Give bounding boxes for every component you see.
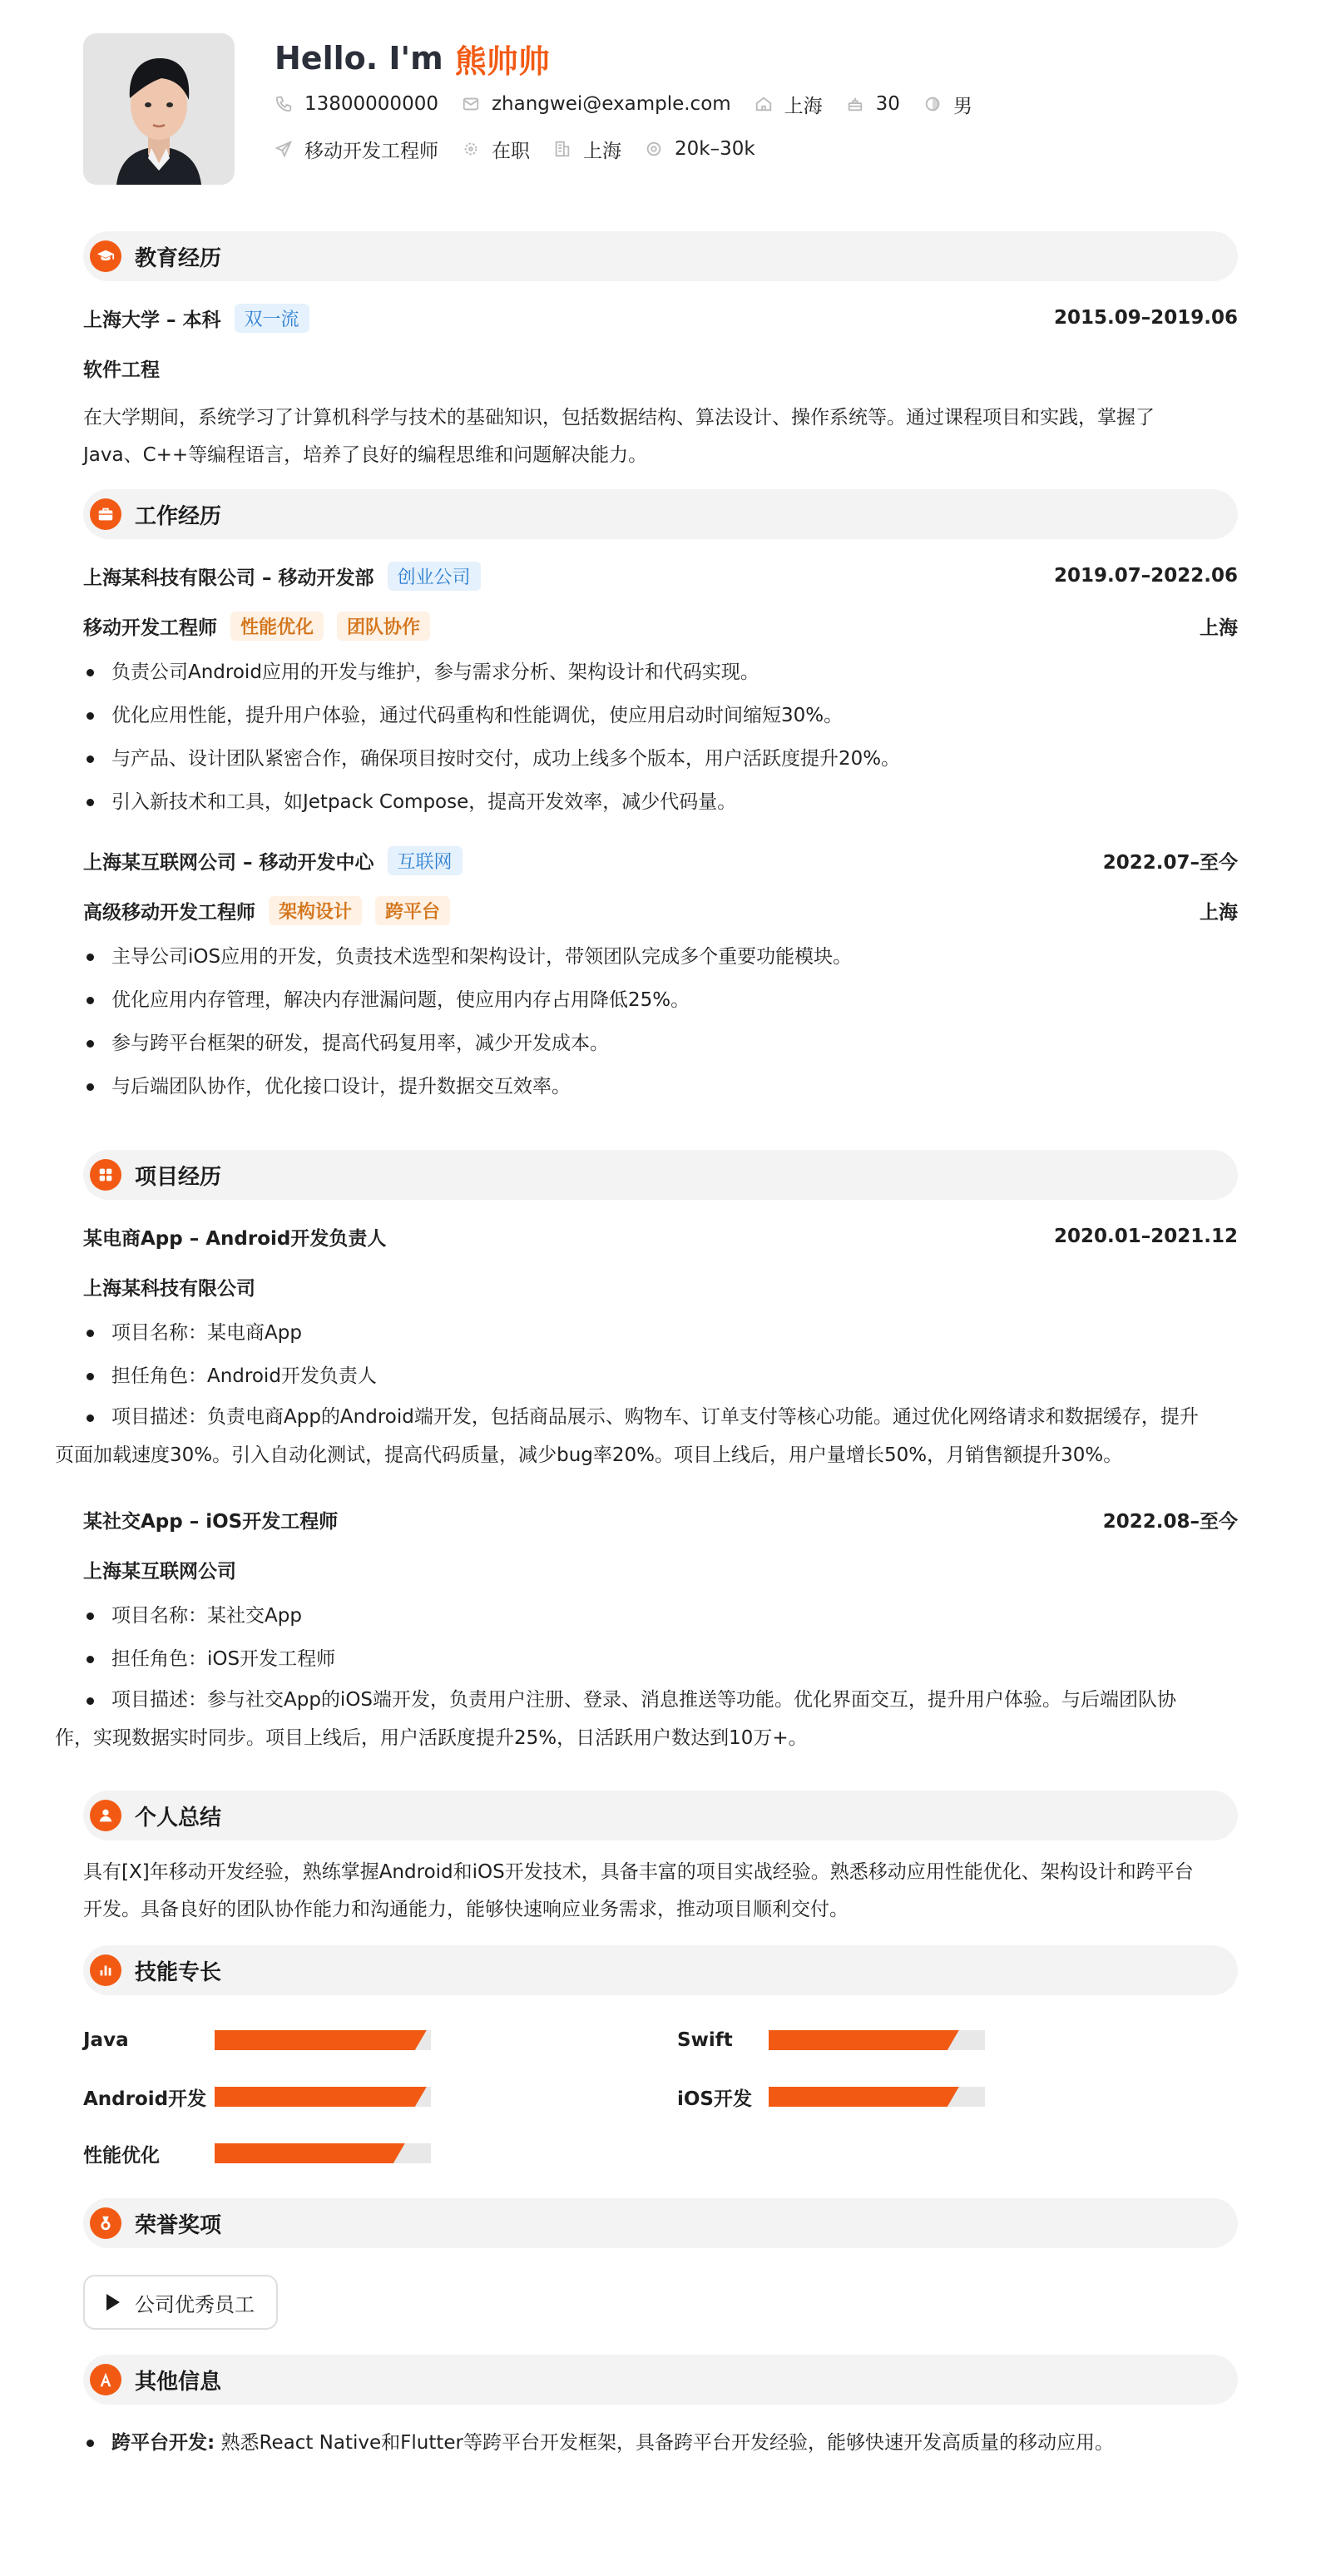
greeting-title	[275, 35, 996, 82]
award-label: 公司优秀员工	[135, 2292, 255, 2316]
section-title: 个人总结	[135, 1805, 222, 1830]
section-title: 教育经历	[135, 245, 222, 271]
project-entry	[55, 1211, 1238, 1474]
project-date: 2022.08–至今	[1102, 1510, 1238, 1533]
phone-icon	[275, 95, 293, 113]
list-item: 参与跨平台框架的研发，提高代码复用率，减少开发成本。	[83, 1022, 1238, 1065]
project-bullets	[55, 1311, 1238, 1474]
project-desc-line: 作，实现数据实时同步。项目上线后，用户活跃度提升25%，日活跃用户数达到10万+。	[55, 1727, 808, 1749]
skill-name: Java	[83, 2029, 129, 2051]
briefcase-icon	[90, 498, 121, 530]
project-company-row	[83, 1544, 1238, 1594]
skill-name: iOS开发	[677, 2088, 753, 2110]
major-row	[83, 343, 1238, 393]
job-role-row	[83, 885, 1238, 935]
list-item: 引入新技术和工具，如Jetpack Compose，提高开发效率，减少代码量。	[83, 780, 1238, 824]
education-row	[83, 293, 1238, 343]
age-item	[846, 93, 900, 115]
summary-line: 具有[X]年移动开发经验，熟练掌握Android和iOS开发技术，具备丰富的项目实战经验。熟悉移动应用性能优化、架构设计和跨平台	[83, 1861, 1194, 1883]
work-city-text: 上海	[583, 140, 621, 162]
email-icon	[462, 95, 480, 113]
section-awards-header	[83, 2198, 1238, 2248]
user-icon	[90, 1800, 121, 1831]
job-bullets	[83, 651, 1238, 824]
hometown-text: 上海	[784, 95, 823, 117]
project-name-row	[83, 1494, 1238, 1544]
home-icon	[755, 95, 773, 113]
project-company: 上海某科技有限公司	[83, 1277, 255, 1300]
skill-bar-fill	[769, 2087, 959, 2107]
list-item	[55, 1681, 1238, 1757]
send-icon	[275, 140, 293, 158]
company-tag: 创业公司	[388, 562, 481, 591]
skill-item	[83, 2125, 677, 2182]
section-education-header	[83, 231, 1238, 281]
resume-header	[83, 33, 1238, 218]
major-name: 软件工程	[83, 359, 160, 381]
school-name: 上海大学 – 本科	[83, 309, 221, 331]
skill-bar-fill	[769, 2030, 959, 2050]
section-work-header	[83, 489, 1238, 539]
skill-bar-fill	[215, 2087, 427, 2107]
job-date: 2019.07–2022.06	[1053, 565, 1238, 587]
job-entry	[83, 551, 1238, 824]
section-title: 工作经历	[135, 503, 222, 529]
summary-line: 开发。具备良好的团队协作能力和沟通能力，能够快速响应业务需求，推动项目顺利交付。	[83, 1899, 849, 1920]
avatar	[83, 33, 235, 185]
role-tag: 团队协作	[337, 612, 430, 641]
skill-bar-fill	[215, 2143, 405, 2163]
other-text: 熟悉React Native和Flutter等跨平台开发框架，具备跨平台开发经验，能够快速开发高质量的移动应用。	[220, 2432, 1114, 2454]
header-info	[275, 33, 996, 171]
work-city-item	[553, 136, 621, 163]
project-bullets	[55, 1594, 1238, 1757]
other-label: 跨平台开发:	[111, 2432, 215, 2454]
skill-bar	[215, 2087, 431, 2107]
greeting-text: Hello. I'm	[275, 40, 443, 77]
list-item: 与产品、设计团队紧密合作，确保项目按时交付，成功上线多个版本，用户活跃度提升20%。	[83, 737, 1238, 780]
job-location: 上海	[1200, 617, 1238, 639]
job-row	[275, 126, 996, 171]
grid-icon	[90, 1159, 121, 1191]
gender-item	[923, 91, 972, 118]
education-desc-line: 在大学期间，系统学习了计算机科学与技术的基础知识，包括数据结构、算法设计、操作系统等。通过课程项目和实践，掌握了	[83, 407, 1155, 429]
skill-name: Swift	[677, 2029, 733, 2051]
skill-name: Android开发	[83, 2088, 207, 2110]
other-bullets	[83, 2421, 1238, 2465]
section-summary-header	[83, 1791, 1238, 1840]
bar-chart-icon	[90, 1954, 121, 1986]
building-icon	[553, 140, 571, 158]
section-title: 荣誉奖项	[135, 2212, 222, 2238]
skill-item	[83, 2012, 677, 2068]
project-company-row	[83, 1261, 1238, 1311]
list-item: 与后端团队协作，优化接口设计，提升数据交互效率。	[83, 1065, 1238, 1108]
job-status-text: 在职	[492, 140, 530, 162]
list-item: 担任角色：iOS开发工程师	[83, 1637, 1238, 1681]
skill-item	[83, 2068, 677, 2125]
project-desc-line: 项目描述：参与社交App的iOS端开发，负责用户注册、登录、消息推送等功能。优化界面交互，提升用户体验。与后端团队协	[111, 1689, 1177, 1711]
list-item	[55, 1398, 1238, 1474]
hometown-item	[755, 91, 823, 118]
job-company-row	[83, 551, 1238, 601]
cake-icon	[846, 95, 864, 113]
project-name: 某社交App – iOS开发工程师	[83, 1510, 339, 1533]
job-location: 上海	[1200, 901, 1238, 924]
project-desc-line: 项目描述：负责电商App的Android端开发，包括商品展示、购物车、订单支付等核心功能。通过优化网络请求和数据缓存，提升	[111, 1406, 1199, 1428]
email-item	[462, 93, 731, 115]
project-desc-line: 页面加载速度30%。引入自动化测试，提高代码质量，减少bug率20%。项目上线后，用户量增长50%，月销售额提升30%。	[55, 1444, 1123, 1466]
skill-bar	[215, 2030, 431, 2050]
role-name: 移动开发工程师	[83, 617, 217, 639]
skill-bar-fill	[215, 2030, 427, 2050]
skill-name: 性能优化	[83, 2144, 160, 2167]
section-title: 项目经历	[135, 1164, 222, 1190]
job-title-text: 移动开发工程师	[304, 140, 438, 162]
education-description	[83, 399, 1238, 474]
company-name: 上海某互联网公司 – 移动开发中心	[83, 851, 374, 874]
section-title: 其他信息	[135, 2369, 222, 2395]
job-date: 2022.07–至今	[1102, 851, 1238, 874]
summary-text	[83, 1854, 1238, 1929]
contact-row	[275, 82, 996, 126]
project-entry	[55, 1494, 1238, 1757]
role-name: 高级移动开发工程师	[83, 901, 255, 924]
company-tag: 互联网	[388, 846, 463, 875]
job-entry	[83, 835, 1238, 1108]
education-desc-line: Java、C++等编程语言，培养了良好的编程思维和问题解决能力。	[83, 444, 648, 466]
list-item: 主导公司iOS应用的开发，负责技术选型和架构设计，带领团队完成多个重要功能模块。	[83, 935, 1238, 978]
translate-icon	[90, 2364, 121, 2395]
candidate-name: 熊帅帅	[454, 42, 550, 80]
role-tag: 性能优化	[230, 612, 324, 641]
list-item: 项目名称：某电商App	[83, 1311, 1238, 1355]
skill-item	[677, 2012, 1259, 2068]
job-status-item	[462, 136, 530, 163]
salary-item	[645, 138, 755, 160]
skill-bar	[769, 2087, 985, 2107]
play-triangle-icon	[106, 2294, 120, 2311]
graduation-cap-icon	[90, 240, 121, 272]
company-name: 上海某科技有限公司 – 移动开发部	[83, 567, 374, 589]
gender-icon	[923, 95, 942, 113]
section-skills-header	[83, 1945, 1238, 1995]
award-toggle-button[interactable]	[83, 2275, 278, 2330]
phone-item	[275, 93, 438, 115]
section-other-header	[83, 2355, 1238, 2405]
section-projects-header	[83, 1150, 1238, 1200]
skills-grid	[83, 2012, 1238, 2182]
role-tag: 架构设计	[269, 896, 362, 925]
list-item: 优化应用性能，提升用户体验，通过代码重构和性能调优，使应用启动时间缩短30%。	[83, 694, 1238, 737]
education-date: 2015.09–2019.06	[1053, 307, 1238, 329]
job-title-item	[275, 136, 438, 163]
age-text: 30	[875, 93, 900, 115]
role-tag: 跨平台	[375, 896, 450, 925]
email-text: zhangwei@example.com	[491, 93, 731, 115]
school-tag: 双一流	[235, 304, 309, 333]
awards-list	[83, 2275, 1238, 2330]
phone-text: 13800000000	[304, 93, 438, 115]
list-item: 项目名称：某社交App	[83, 1594, 1238, 1637]
project-name: 某电商App – Android开发负责人	[83, 1227, 387, 1250]
job-company-row	[83, 835, 1238, 885]
list-item: 负责公司Android应用的开发与维护，参与需求分析、架构设计和代码实现。	[83, 651, 1238, 694]
gender-text: 男	[952, 95, 972, 117]
job-bullets	[83, 935, 1238, 1108]
list-item: 担任角色：Android开发负责人	[83, 1355, 1238, 1398]
section-title: 技能专长	[135, 1959, 222, 1985]
job-role-row	[83, 601, 1238, 651]
project-date: 2020.01–2021.12	[1053, 1226, 1238, 1247]
skill-bar	[215, 2143, 431, 2163]
medal-icon	[90, 2207, 121, 2239]
status-icon	[462, 140, 480, 158]
list-item: 优化应用内存管理，解决内存泄漏问题，使应用内存占用降低25%。	[83, 978, 1238, 1022]
project-company: 上海某互联网公司	[83, 1560, 236, 1583]
project-name-row	[83, 1211, 1238, 1261]
salary-icon	[645, 140, 663, 158]
skill-item	[677, 2068, 1259, 2125]
list-item	[83, 2421, 1238, 2465]
salary-text: 20k–30k	[675, 138, 755, 160]
skill-bar	[769, 2030, 985, 2050]
